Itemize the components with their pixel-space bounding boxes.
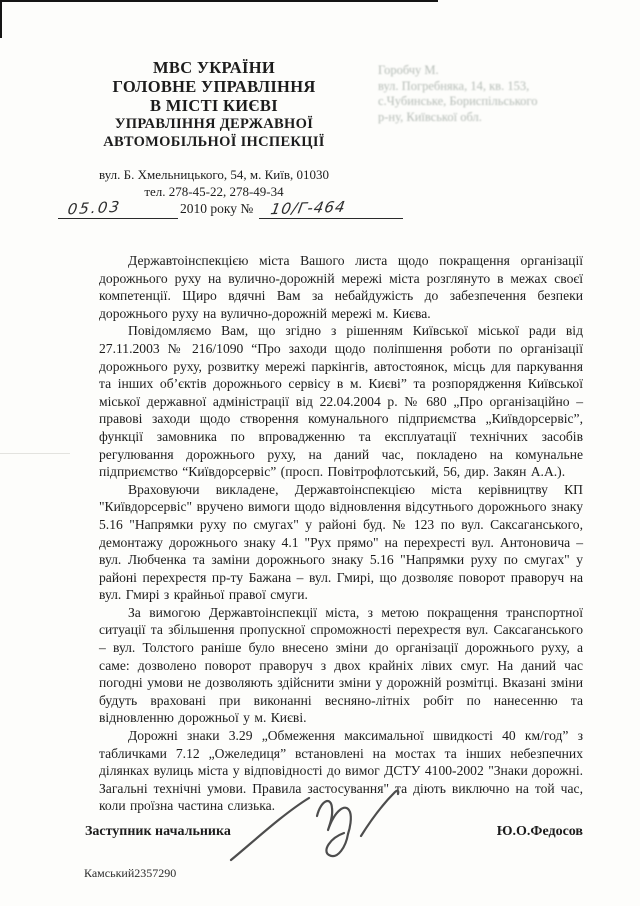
recipient-line: р-ну, Київської обл.	[378, 109, 482, 124]
ref-number-blank	[259, 199, 403, 219]
scan-edge-artifact-left	[0, 0, 2, 38]
body-paragraph: Враховуючи викладене, Державтоінспекцією міста керівництву КП "Київдорсервіс" вручено вимоги щодо відновлення відсутнього дорожнього знаку 5.16 "Напрямки руху по смугах" у районі буд. № 123 по вул. Саксаганського, демонтажу дорожнього знаку 4.1 "Рух прямо" на перехресті вул. Антоновича – вул. Любченка та заміни дорожнього знаку 5.16 "Напрямки руху по смугах" у районі перехрестя пр-ту Бажана – вул. Гмирі, що дозволяє поворот праворуч на вул. Гмирі з крайньої правої смуги.	[99, 481, 583, 603]
org-name-line: В МІСТІ КИЄВІ	[150, 96, 278, 115]
body-paragraph: За вимогою Державтоінспекції міста, з метою покращення транспортної ситуації та збільшення пропускної спроможності перехрестя вул. Саксаганського – вул. Толстого раніше було внесено зміни до організації дорожнього руху, а саме: дозволено поворот праворуч з двох крайніх лівих смуг. На даний час погодні умови не дозволяють здійснити зміни у дорожній розмітці. Вказані зміни будуть враховані при виконанні весняно-літніх робіт по нанесенню та відновленню дорожньої у м. Києві.	[99, 604, 583, 726]
phone-line: тел. 278-45-22, 278-49-34	[144, 183, 284, 199]
body-paragraph: Державтоінспекцією міста Вашого листа щодо покращення організації дорожнього руху на вулично-дорожній мережі міста розглянуто в межах своєї компетенції. Щиро вдячні Вам за небайдужість до забезпечення безпеки дорожнього руху на вулично-дорожній мережі м. Києва.	[99, 253, 583, 321]
executor-line: Камський2357290	[84, 866, 177, 880]
body-paragraph: Дорожні знаки 3.29 „Обмеження максимальної швидкості 40 км/год” з табличками 7.12 „Ожеледиця” встановлені на мостах та інших небезпечних ділянках вулиць міста у відповідності до вимог ДСТУ 4100-2002 "Знаки дорожні. Загальні технічні умови. Правила застосування" та діють виключно на той час, коли проїзна частина слизька.	[99, 728, 583, 814]
signature-name: Ю.О.Федосов	[496, 824, 583, 839]
fold-mark	[0, 453, 70, 454]
body-paragraph: Повідомляємо Вам, що згідно з рішенням Київської міської ради від 27.11.2003 № 216/1090 “Про заходи щодо поліпшення роботи по організації дорожнього руху, розвитку мережі паркінгів, автостоянок, місць для паркування та інших об’єктів дорожнього сервісу в м. Києві” та розпорядження Київської міської державної адміністрації від 22.04.2004 р. № 680 „Про організаційно – правові заходи щодо створення комунального підприємства „Київдорсервіс”, функції замовника по впровадженню та експлуатації технічних засобів регулювання дорожнього руху, на даний час, покладено на комунальне підприємство “Київдорсервіс” (просп. Повітрофлотський, 56, дир. Закян А.А.).	[99, 323, 583, 480]
org-name-line: УПРАВЛІННЯ ДЕРЖАВНОЇ	[114, 116, 314, 132]
recipient-line: вул. Погребняка, 14, кв. 153,	[378, 78, 530, 93]
date-blank	[58, 199, 178, 219]
org-name-line: АВТОМОБІЛЬНОЇ ІНСПЕКЦІЇ	[103, 134, 325, 150]
org-name-line: ГОЛОВНЕ УПРАВЛІННЯ	[112, 77, 316, 96]
signature-title: Заступник начальника	[85, 824, 231, 839]
scan-edge-artifact-top	[0, 0, 438, 2]
handwritten-date: 05.03	[66, 197, 123, 219]
date-reference-line	[58, 199, 498, 219]
org-name-line: МВС УКРАЇНИ	[153, 58, 275, 77]
recipient-address-block	[378, 63, 588, 125]
printed-year-label: 2010 року №	[180, 201, 254, 216]
letterhead-org-block	[58, 58, 370, 151]
letter-body	[99, 252, 583, 815]
recipient-line: с.Чубинське, Бориспільського	[378, 94, 538, 108]
street-address: вул. Б. Хмельницького, 54, м. Київ, 01030	[99, 167, 329, 182]
handwritten-ref-number: 10/Г-464	[269, 197, 348, 219]
letterhead-contact-block	[58, 167, 370, 200]
recipient-line: Горобчу М.	[378, 63, 439, 77]
handwritten-signature	[225, 782, 410, 866]
